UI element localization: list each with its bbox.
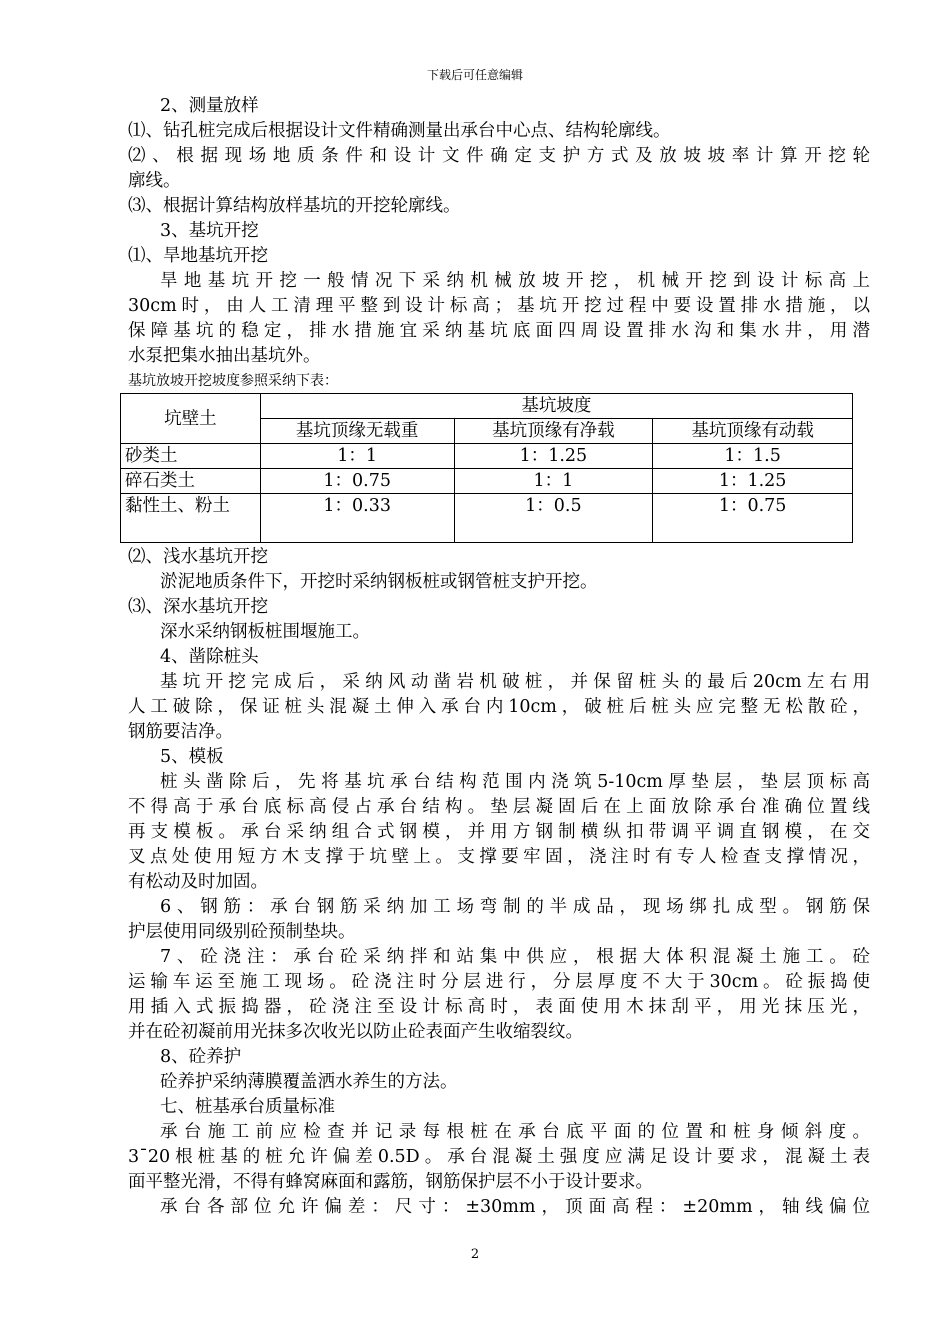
table-header-soil: 坑壁土 (121, 394, 261, 444)
text-line: 护层使用同级别砼预制垫块。 (128, 922, 356, 942)
text-line: ⑴、旱地基坑开挖 (128, 246, 268, 266)
text-line: 桩头凿除后，先将基坑承台结构范围内浇筑5-10cm厚垫层，垫层顶标高 (160, 772, 870, 792)
table-cell-soil: 砂类土 (121, 444, 261, 469)
document-body (125, 94, 870, 1220)
text-line: 有松动及时加固。 (128, 872, 268, 892)
text-line: 并在砼初凝前用光抹多次收光以防止砼表面产生收缩裂纹。 (128, 1022, 583, 1042)
text-line: 5、模板 (160, 747, 224, 767)
text-line: 面平整光滑，不得有蜂窝麻面和露筋，钢筋保护层不小于设计要求。 (128, 1172, 653, 1192)
table-row (121, 494, 853, 543)
text-line: 30cm时，由人工清理平整到设计标高；基坑开挖过程中要设置排水措施，以 (128, 296, 870, 316)
page-number: 2 (470, 1247, 480, 1262)
text-line: 3ˉ20根桩基的桩允许偏差0.5D。承台混凝土强度应满足设计要求，混凝土表 (128, 1147, 870, 1167)
text-line: 承台各部位允许偏差：尺寸：±30mm，顶面高程：±20mm，轴线偏位 (160, 1197, 870, 1217)
table-caption: 基坑放坡开挖坡度参照采纳下表： (128, 373, 338, 389)
text-line: 4、凿除桩头 (160, 647, 259, 667)
table-cell: 1：1.5 (653, 444, 853, 469)
text-line: 3、基坑开挖 (160, 221, 259, 241)
text-line: 砼养护采纳薄膜覆盖洒水养生的方法。 (160, 1072, 458, 1092)
text-line: 廓线。 (128, 171, 181, 191)
text-line: 钢筋要洁净。 (128, 722, 233, 742)
text-block-b (128, 545, 870, 1220)
table-subheader: 基坑顶缘有动载 (653, 419, 853, 444)
table-header-slope: 基坑坡度 (260, 394, 852, 419)
text-line: 人工破除，保证桩头混凝土伸入承台内10cm，破桩后桩头应完整无松散砼， (128, 697, 870, 717)
text-block-a (128, 94, 870, 369)
text-line: 再支模板。承台采纳组合式钢模，并用方钢制横纵扣带调平调直钢模，在交 (128, 822, 870, 842)
text-line: 水泵把集水抽出基坑外。 (128, 346, 321, 366)
text-line: 6、钢筋：承台钢筋采纳加工场弯制的半成品，现场绑扎成型。钢筋保 (160, 897, 870, 917)
text-line: 2、测量放样 (160, 96, 259, 116)
table-cell: 1：1 (454, 469, 653, 494)
text-line: 旱地基坑开挖一般情况下采纳机械放坡开挖，机械开挖到设计标高上 (160, 271, 870, 291)
text-line: ⑵、根据现场地质条件和设计文件确定支护方式及放坡坡率计算开挖轮 (128, 146, 870, 166)
table-row (121, 469, 853, 494)
table-cell-soil: 黏性土、粉土 (121, 494, 261, 543)
table-cell: 1：0.75 (260, 469, 454, 494)
text-line: 7、砼浇注：承台砼采纳拌和站集中供应，根据大体积混凝土施工。砼 (160, 947, 870, 967)
text-line: ⑴、钻孔桩完成后根据设计文件精确测量出承台中心点、结构轮廓线。 (128, 121, 671, 141)
table-cell: 1：1.25 (454, 444, 653, 469)
text-line: 保障基坑的稳定，排水措施宜采纳基坑底面四周设置排水沟和集水井，用潜 (128, 321, 870, 341)
text-line: 运输车运至施工现场。砼浇注时分层进行，分层厚度不大于30cm。砼振捣使 (128, 972, 870, 992)
table-cell: 1：0.5 (454, 494, 653, 543)
text-line: ⑶、根据计算结构放样基坑的开挖轮廓线。 (128, 196, 461, 216)
text-line: 七、桩基承台质量标准 (160, 1097, 335, 1117)
text-line: ⑶、深水基坑开挖 (128, 597, 268, 617)
text-line: ⑵、浅水基坑开挖 (128, 547, 268, 567)
table-cell: 1：1.25 (653, 469, 853, 494)
text-line: 不得高于承台底标高侵占承台结构。垫层凝固后在上面放除承台准确位置线 (128, 797, 870, 817)
table-cell-soil: 碎石类土 (121, 469, 261, 494)
page-header: 下载后可任意编辑 (426, 68, 523, 82)
table-cell: 1：1 (260, 444, 454, 469)
text-line: 基坑开挖完成后，采纳风动凿岩机破桩，并保留桩头的最后20cm左右用 (160, 672, 870, 692)
text-line: 淤泥地质条件下，开挖时采纳钢板桩或钢管桩支护开挖。 (160, 572, 598, 592)
table-cell: 1：0.75 (653, 494, 853, 543)
table-subheader: 基坑顶缘有净载 (454, 419, 653, 444)
table-cell: 1：0.33 (260, 494, 454, 543)
text-line: 承台施工前应检查并记录每根桩在承台底平面的位置和桩身倾斜度。 (160, 1122, 870, 1142)
slope-table (120, 393, 853, 543)
text-line: 用插入式振捣器，砼浇注至设计标高时，表面使用木抹刮平，用光抹压光， (128, 997, 870, 1017)
text-line: 深水采纳钢板桩围堰施工。 (160, 622, 370, 642)
text-line: 叉点处使用短方木支撑于坑壁上。支撑要牢固，浇注时有专人检查支撑情况， (128, 847, 870, 867)
table-row (121, 444, 853, 469)
table-subheader: 基坑顶缘无载重 (260, 419, 454, 444)
text-line: 8、砼养护 (160, 1047, 242, 1067)
